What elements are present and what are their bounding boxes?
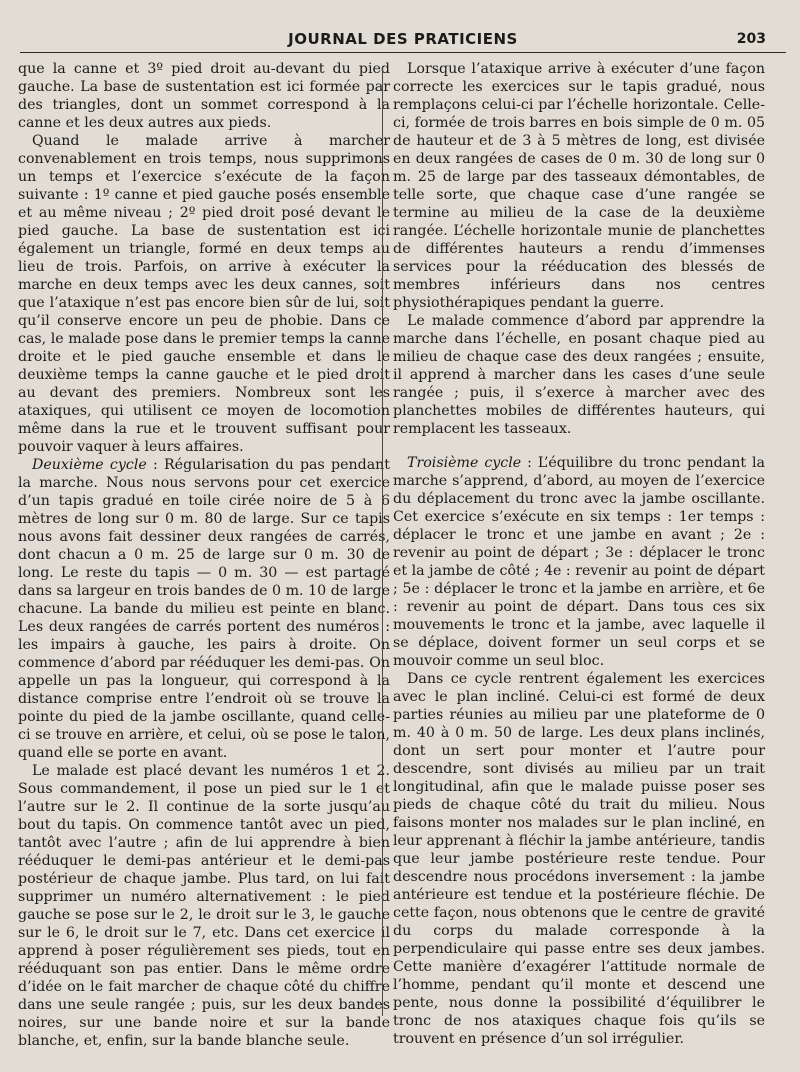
paragraph: Dans ce cycle rentrent également les exercices avec le plan incliné. Celui-ci est formé de deux parties réunies au milieu par une plateforme de 0 m. 40 à 0 m. 50 de large. Les deux plans inclinés, dont un sert pour monter et l’autre pour descendre, sont divisés au milieu par un trait longitudinal, afin que le malade puisse poser ses pieds de chaque côté du trait du milieu. Nous faisons monter nos malades sur le plan incliné, en leur apprenant à fléchir la jambe antérieure, tandis que leur jambe postérieure reste tendue. Pour descendre nous procédons inversement : la jambe antérieure est tendue et la postérieure fléchie. De cette façon, nous obtenons que le centre de gravité du corps du malade corresponde à la perpendiculaire qui passe entre ses deux jambes. Cette manière d’exagérer l’attitude normale de l’homme, pendant qu’il monte et descend une pente, nous donne la possibilité d’équilibrer le tronc de nos ataxiques chaque fois qu’ils se trouvent en présence d’un sol irrégulier. <box>393 671 765 1047</box>
paragraph: Lorsque l’ataxique arrive à exécuter d’une façon correcte les exercices sur le tapis gradué, nous remplaçons celui-ci par l’échelle horizontale. Celle-ci, formée de trois barres en bois simple de 0 m. 05 de hauteur et de 3 à 5 mètres de long, est divisée en deux rangées de cases de 0 m. 30 de long sur 0 m. 25 de large par des tasseaux démontables, de telle sorte, que chaque case d’une rangée se termine au milieu de la case de la deuxième rangée. L’échelle horizontale munie de planchettes de différentes hauteurs a rendu d’immenses services pour la rééducation des blessés de membres inférieurs dans nos centres physiothérapiques pendant la guerre. <box>393 61 765 311</box>
paragraph-text: : Régularisation du pas pendant la marche. Nous nous servons pour cet exercice d’un tapis gradué en toile cirée noire de 5 à 6 mètres de long sur 0 m. 80 de large. Sur ce tapis nous avons fait dessiner deux rangées de carrés, dont chacun a 0 m. 25 de large sur 0 m. 30 de long. Le reste du tapis — 0 m. 30 — est partagé dans sa largeur en trois bandes de 0 m. 10 de large chacune. La bande du milieu est peinte en blanc. Les deux rangées de carrés portent des numéros : les impairs à gauche, les pairs à droite. On commence d’abord par rééduquer les demi-pas. On appelle un pas la longueur, qui correspond à la distance comprise entre l’endroit où se trouve la pointe du pied de la jambe oscillante, quand celle-ci se trouve en arrière, et celui, où se pose le talon, quand elle se porte en avant. <box>18 457 390 761</box>
paragraph: Le malade est placé devant les numéros 1 et 2. Sous commandement, il pose un pied sur le 1 et l’autre sur le 2. Il continue de la sorte jusqu’au bout du tapis. On commence tantôt avec un pied, tantôt avec l’autre ; afin de lui apprendre à bien rééduquer le demi-pas antérieur et le demi-pas postérieur de chaque jambe. Plus tard, on lui fait supprimer un numéro alternativement : le pied gauche se pose sur le 2, le droit sur le 3, le gauche sur le 6, le droit sur le 7, etc. Dans cet exercice il apprend à poser régulièrement ses pieds, tout en rééduquant son pas entier. Dans le même ordre d’idée on le fait marcher de chaque côté du chiffre dans une seule rangée ; puis, sur les deux bandes noires, sur une bande noire et sur la bande blanche, et, enfin, sur la bande blanche seule. <box>18 763 390 1049</box>
paragraph-text: : L’équilibre du tronc pendant la marche s’apprend, d’abord, au moyen de l’exercice du déplacement du tronc avec la jambe oscillante. Cet exercice s’exécute en six temps : 1er temps : déplacer le tronc et une jambe en avant ; 2e : revenir au point de départ ; 3e : déplacer le tronc et la jambe de côté ; 4e : revenir au point de départ ; 5e : déplacer le tronc et la jambe en arrière, et 6e : revenir au point de départ. Dans tous ces six mouvements le tronc et la jambe, avec laquelle il se déplace, doivent former un seul corps et se mouvoir comme un seul bloc. <box>393 455 765 669</box>
paragraph <box>393 454 765 670</box>
left-column <box>18 60 390 1060</box>
paragraph: Le malade commence d’abord par apprendre la marche dans l’échelle, en posant chaque pied au milieu de chaque case des deux rangées ; ensuite, il apprend à marcher dans les cases d’une seule rangée ; puis, il s’exerce à marcher avec des planchettes mobiles de différentes hauteurs, qui remplacent les tasseaux. <box>393 313 765 437</box>
section-title: Deuxième cycle <box>32 457 147 473</box>
header-rule <box>20 52 786 53</box>
right-column <box>393 60 765 1060</box>
paragraph <box>18 456 390 762</box>
paragraph: Quand le malade arrive à marcher convenablement en trois temps, nous supprimons un temps et l’exercice s’exécute de la façon suivante : 1º canne et pied gauche posés ensemble et au même niveau ; 2º pied droit posé devant le pied gauche. La base de sustentation est ici également un triangle, formé en deux temps au lieu de trois. Parfois, on arrive à exécuter la marche en deux temps avec les deux cannes, soit que l’ataxique n’est pas encore bien sûr de lui, soit qu’il conserve encore un peu de phobie. Dans ce cas, le malade pose dans le premier temps la canne droite et le pied gauche ensemble et dans le deuxième temps la canne gauche et le pied droit au devant des premiers. Nombreux sont les ataxiques, qui utilisent ce moyen de locomotion même dans la rue et le trouvent suffisant pour pouvoir vaquer à leurs affaires. <box>18 133 390 455</box>
page-header <box>20 28 786 52</box>
running-title: JOURNAL DES PRATICIENS <box>288 30 518 48</box>
page-number: 203 <box>736 31 766 47</box>
paragraph: que la canne et 3º pied droit au-devant du pied gauche. La base de sustentation est ici formée par des triangles, dont un sommet correspond à la canne et les deux autres aux pieds. <box>18 61 390 131</box>
section-title: Troisième cycle <box>407 455 522 471</box>
column-divider <box>382 66 383 1016</box>
